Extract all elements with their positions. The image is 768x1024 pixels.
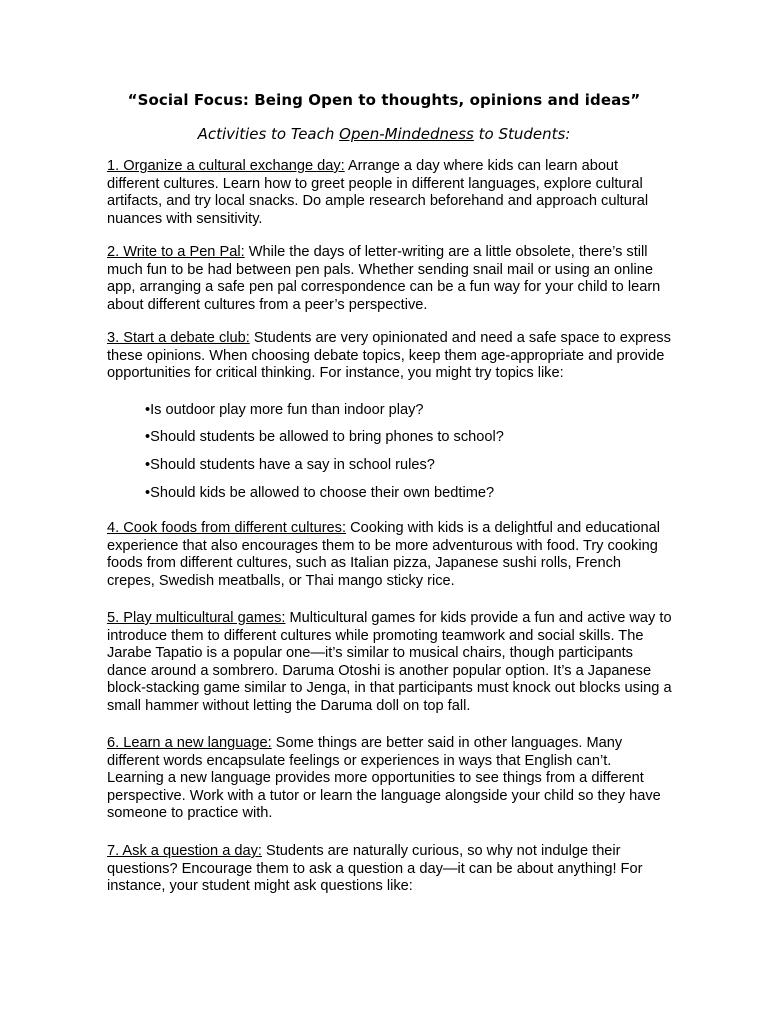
section-6-body: Some things are better said in other languages. Many different words encapsulate feelings or experiences in ways that English can’t. Learning a new language provides more opportunities to see things from a different perspective. Work with a tutor or learn the language alongside your child so they have someone to practice with. — [107, 735, 661, 822]
section-3-body: Students are very opinionated and need a safe space to express these opinions. When choosing debate topics, keep them age-appropriate and provide opportunities for critical thinking. For instance, you might try topics like: — [107, 330, 671, 382]
section-2 — [107, 244, 672, 314]
section-4-heading: 4. Cook foods from different cultures: — [107, 520, 347, 536]
bullet-icon: • — [145, 457, 151, 473]
section-5-heading: 5. Play multicultural games: — [107, 610, 286, 626]
debate-topic-text: Should students have a say in school rules? — [150, 457, 435, 473]
section-2-body: While the days of letter-writing are a little obsolete, there’s still much fun to be had between pen pals. Whether sending snail mail or using an online app, arranging a safe pen pal correspondence can be a fun way for your child to learn about different cultures from a peer’s perspective. — [107, 244, 661, 313]
debate-topic-text: Should students be allowed to bring phones to school? — [150, 429, 504, 445]
section-3 — [107, 330, 672, 383]
debate-topic-item — [145, 457, 435, 474]
section-7 — [107, 843, 672, 896]
section-7-heading: 7. Ask a question a day: — [107, 843, 262, 859]
section-1-body: Arrange a day where kids can learn about different cultures. Learn how to greet people in different languages, explore cultural artifacts, and try local snacks. Do ample research beforehand and approach cultural nuances with sensitivity. — [107, 158, 649, 227]
section-4 — [107, 520, 672, 590]
section-5-body: Multicultural games for kids provide a fun and active way to introduce them to different cultures while promoting teamwork and social skills. The Jarabe Tapatio is a popular one—it’s similar to musical chairs, though participants dance around a sombrero. Daruma Otoshi is another popular option. It’s a Japanese block-stacking game similar to Jenga, in that participants must knock out blocks using a small hammer without letting the Daruma doll on top fall. — [107, 610, 672, 714]
section-3-heading: 3. Start a debate club: — [107, 330, 250, 346]
page-title: “Social Focus: Being Open to thoughts, opinions and ideas” — [127, 91, 641, 109]
debate-topic-item — [145, 485, 494, 502]
section-4-body: Cooking with kids is a delightful and educational experience that also encourages them to be more adventurous with food. Try cooking foods from different cultures, such as Italian pizza, Japanese sushi rolls, French crepes, Swedish meatballs, or Thai mango sticky rice. — [107, 520, 660, 589]
section-1 — [107, 158, 672, 228]
section-6-heading: 6. Learn a new language: — [107, 735, 272, 751]
section-2-heading: 2. Write to a Pen Pal: — [107, 244, 245, 260]
debate-topic-text: Is outdoor play more fun than indoor play? — [150, 402, 424, 418]
section-1-heading: 1. Organize a cultural exchange day: — [107, 158, 345, 174]
debate-topic-text: Should kids be allowed to choose their own bedtime? — [150, 485, 495, 501]
subtitle-after: to Students: — [473, 125, 571, 143]
bullet-icon: • — [145, 485, 151, 501]
section-6 — [107, 735, 672, 823]
subtitle — [0, 125, 768, 143]
bullet-icon: • — [145, 429, 151, 445]
bullet-icon: • — [145, 402, 151, 418]
subtitle-before: Activities to Teach — [197, 125, 340, 143]
debate-topic-item — [145, 402, 424, 419]
subtitle-underlined: Open-Mindedness — [339, 125, 474, 143]
debate-topic-item — [145, 429, 504, 446]
section-5 — [107, 610, 672, 716]
section-7-body: Students are naturally curious, so why not indulge their questions? Encourage them to ask a question a day—it can be about anything! For instance, your student might ask questions like: — [107, 843, 643, 895]
